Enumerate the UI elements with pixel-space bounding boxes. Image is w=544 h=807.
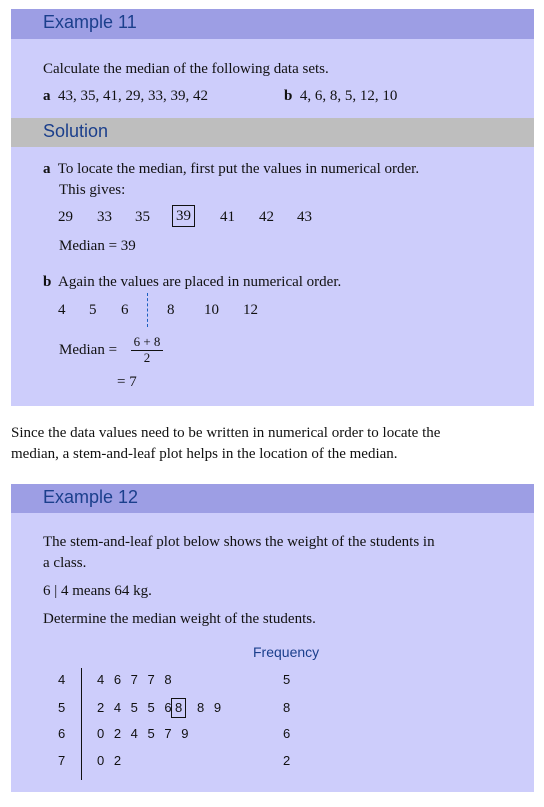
solution-b-line1: b Again the values are placed in numerical order. xyxy=(43,274,342,290)
value: 6 xyxy=(121,302,129,318)
example-11-part-b xyxy=(284,86,397,106)
value: 5 xyxy=(89,302,97,318)
frequency-header: Frequency xyxy=(253,644,320,660)
leaves: 0 2 4 5 7 9 xyxy=(97,726,192,741)
value: 29 xyxy=(58,209,73,225)
leaves: 0 2 xyxy=(97,753,125,768)
part-a-label: a xyxy=(43,88,51,104)
part-b-data: 4, 6, 8, 5, 12, 10 xyxy=(299,88,398,104)
median-leaf-box: 8 xyxy=(171,698,186,718)
part-a-data: 43, 35, 41, 29, 33, 39, 42 xyxy=(58,88,208,104)
paragraph-line1: Since the data values need to be written in numerical order to locate the xyxy=(11,425,441,441)
value: 12 xyxy=(243,302,258,318)
solution-a-line1: a To locate the median, first put the values in numerical order. xyxy=(43,161,420,177)
stem: 7 xyxy=(58,753,69,768)
fraction-numerator: 6 + 8 xyxy=(133,334,161,349)
solution-header xyxy=(11,118,534,147)
value: 42 xyxy=(259,209,274,225)
median-divider xyxy=(147,293,148,327)
solution-a-line2: This gives: xyxy=(59,182,126,198)
solution-b-label: b xyxy=(43,274,52,290)
frequency-value: 8 xyxy=(283,700,294,715)
leaves: 2 4 5 5 6 xyxy=(97,700,175,715)
paragraph-line2: median, a stem-and-leaf plot helps in the location of the median. xyxy=(11,446,398,462)
value: 8 xyxy=(167,302,175,318)
part-b-label: b xyxy=(284,88,293,104)
solution-b-median-label: Median = xyxy=(59,342,118,358)
example-12-line2: a class. xyxy=(43,555,87,571)
value: 4 xyxy=(58,302,66,318)
example-12-question: Determine the median weight of the students. xyxy=(43,611,316,627)
example-11-title: Example 11 xyxy=(43,12,137,32)
solution-title: Solution xyxy=(43,121,109,141)
example-12-line1: The stem-and-leaf plot below shows the weight of the students in xyxy=(43,534,435,550)
frequency-value: 2 xyxy=(283,753,294,768)
solution-a-label: a xyxy=(43,161,51,177)
example-12-title: Example 12 xyxy=(43,487,139,507)
example-12-key: 6 | 4 means 64 kg. xyxy=(43,583,152,599)
example-11-header xyxy=(11,9,534,39)
value: 41 xyxy=(220,209,235,225)
solution-a-median: Median = 39 xyxy=(59,238,136,254)
leaves: 8 9 xyxy=(197,700,225,715)
frequency-value: 6 xyxy=(283,726,294,741)
value: 10 xyxy=(204,302,219,318)
solution-b-result: = 7 xyxy=(117,374,137,390)
example-12-header xyxy=(11,484,534,513)
leaves: 4 6 7 7 8 xyxy=(97,672,175,687)
value: 35 xyxy=(135,209,150,225)
stem: 6 xyxy=(58,726,69,741)
example-11-prompt: Calculate the median of the following data sets. xyxy=(43,61,329,77)
median-value-box: 39 xyxy=(172,205,195,227)
stem: 5 xyxy=(58,700,69,715)
value: 33 xyxy=(97,209,112,225)
stem-leaf-divider xyxy=(81,668,82,780)
fraction-denominator: 2 xyxy=(143,350,151,365)
frequency-value: 5 xyxy=(283,672,294,687)
value: 43 xyxy=(297,209,312,225)
stem: 4 xyxy=(58,672,69,687)
example-11-part-a xyxy=(43,86,208,106)
